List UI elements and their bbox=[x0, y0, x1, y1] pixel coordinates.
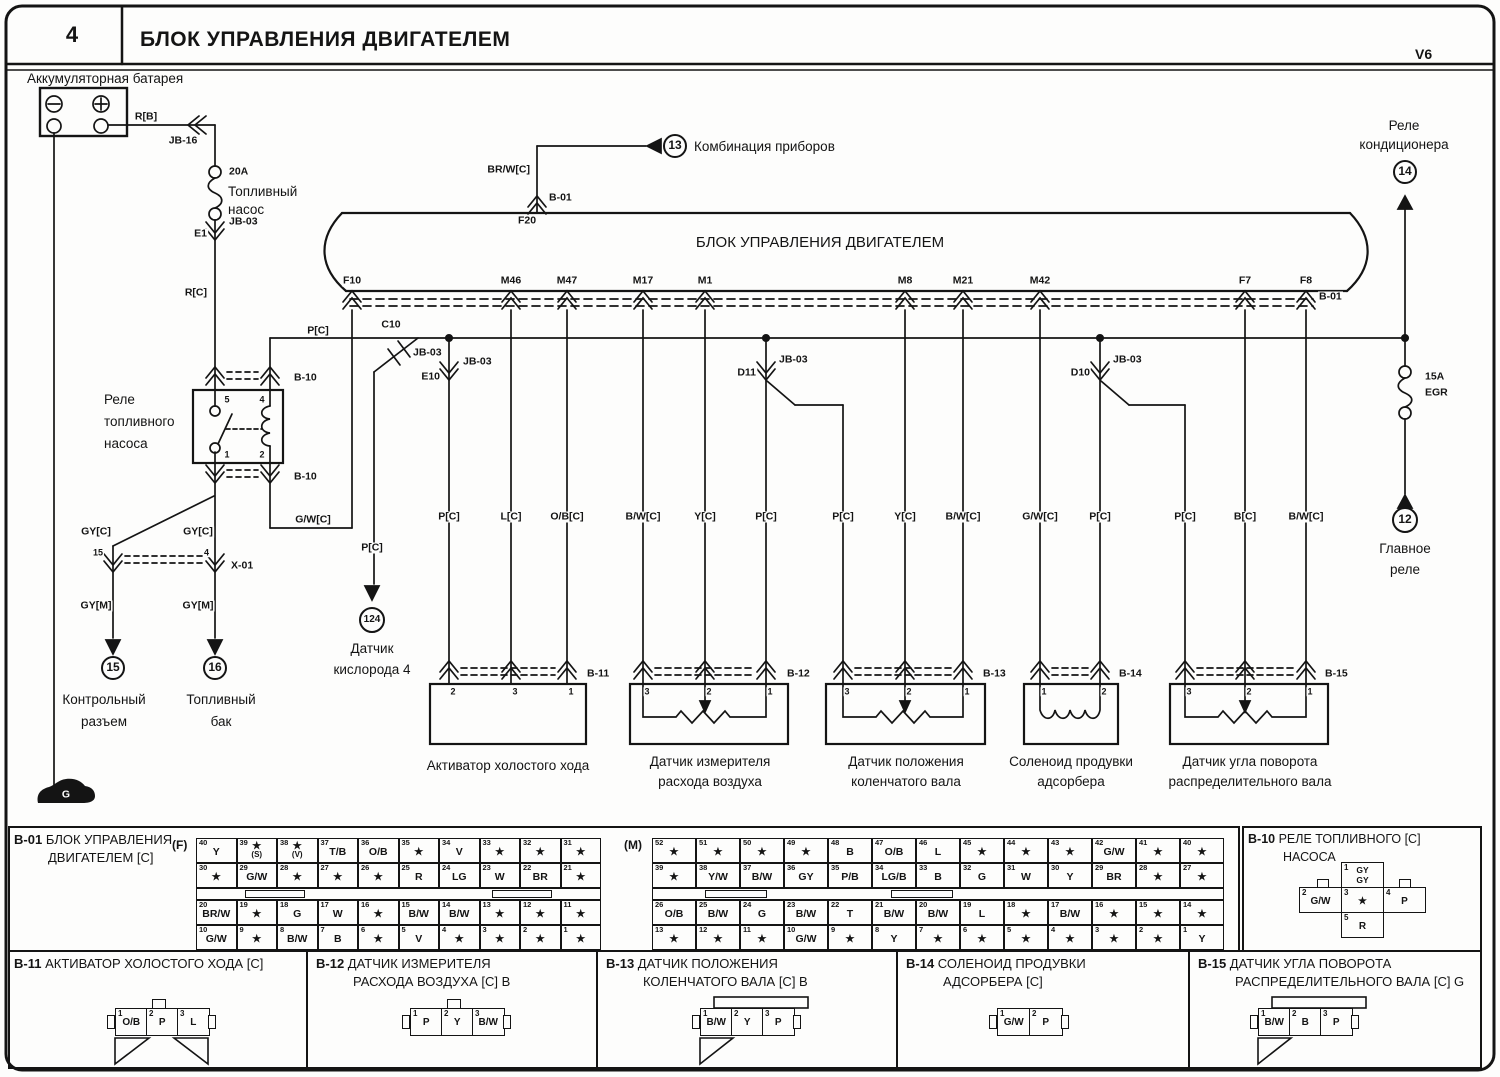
b01-f-pin-39: 39 ★ (S) bbox=[237, 838, 278, 863]
wire-label: B-11 bbox=[587, 667, 610, 680]
b01-f-pin-27: 27 ★ bbox=[318, 863, 359, 888]
b01-m-key-slot bbox=[891, 890, 953, 898]
wire-label: B-13 bbox=[983, 667, 1006, 680]
callout-circle-15: 15 bbox=[101, 656, 125, 680]
b01-f-pin-21: 21 ★ bbox=[561, 863, 602, 888]
b01-f-pin-9: 9 ★ bbox=[237, 925, 278, 950]
wire-label: Y[C] bbox=[694, 510, 716, 523]
b01-m-pin-6: 6 ★ bbox=[960, 925, 1004, 950]
connector-side-tab bbox=[503, 1015, 511, 1029]
b01-m-pin-36: 36 GY bbox=[784, 863, 828, 888]
wire-label: B-10 bbox=[294, 371, 317, 384]
page-title: БЛОК УПРАВЛЕНИЯ ДВИГАТЕЛЕМ bbox=[140, 28, 511, 51]
connector-side-tab bbox=[1250, 1015, 1258, 1029]
text-label: Датчик положения bbox=[848, 753, 964, 769]
b01-f-pin-32: 32 ★ bbox=[520, 838, 561, 863]
wire-label: 2 bbox=[450, 686, 456, 697]
text-label: Реле bbox=[1388, 117, 1420, 133]
b01-m-pin-9: 9 ★ bbox=[828, 925, 872, 950]
text-label: Контрольный bbox=[62, 691, 146, 707]
b10-title-line2: НАСОСА bbox=[1283, 850, 1336, 864]
wire-label: D11 bbox=[737, 366, 756, 379]
b01-f-pin-5: 5 V bbox=[399, 925, 440, 950]
text-label: Датчик угла поворота bbox=[1182, 753, 1318, 769]
wire-label: F7 bbox=[1238, 274, 1252, 287]
wire-label: 2 bbox=[706, 686, 712, 697]
b01-m-pin-50: 50 ★ bbox=[740, 838, 784, 863]
b01-m-pin-45: 45 ★ bbox=[960, 838, 1004, 863]
b01-m-pin-22: 22 T bbox=[828, 900, 872, 925]
b01-m-pin-37: 37 B/W bbox=[740, 863, 784, 888]
b01-f-pin-15: 15 B/W bbox=[399, 900, 440, 925]
b10-pin-3: 3 ★ bbox=[1341, 887, 1384, 913]
text-label: кислорода 4 bbox=[333, 661, 411, 677]
b10-title-line1: B-10 РЕЛЕ ТОПЛИВНОГО [C] bbox=[1248, 832, 1421, 846]
wire-label: 5 bbox=[224, 394, 230, 405]
text-label: топливного bbox=[104, 413, 175, 429]
wire-label: JB-16 bbox=[168, 134, 198, 147]
b01-m-pin-5: 5 ★ bbox=[1004, 925, 1048, 950]
text-label: Аккумуляторная батарея bbox=[27, 70, 184, 86]
b01-m-pin-7: 7 ★ bbox=[916, 925, 960, 950]
b10-pin-1: 1 GY GY bbox=[1341, 862, 1384, 888]
wire-label: 1 bbox=[1307, 686, 1313, 697]
wire-label: M17 bbox=[632, 274, 654, 287]
wire-label: 4 bbox=[203, 547, 209, 558]
b01-title-line2: ДВИГАТЕЛЕМ [C] bbox=[48, 850, 154, 865]
b10-pin-5: 5 R bbox=[1341, 912, 1384, 938]
b01-m-pin-10: 10 G/W bbox=[784, 925, 828, 950]
connector-side-tab bbox=[107, 1015, 115, 1029]
text-label: Датчик измерителя bbox=[649, 753, 771, 769]
b-14-pin-2: 2 P bbox=[1029, 1008, 1063, 1036]
b01-id: B-01 bbox=[14, 832, 43, 847]
b-12-pin-1: 1 P bbox=[410, 1008, 443, 1036]
b01-m-pin-20: 20 B/W bbox=[916, 900, 960, 925]
wire-label: 2 bbox=[259, 449, 265, 460]
connector-side-tab bbox=[793, 1015, 801, 1029]
b01-f-pin-11: 11 ★ bbox=[561, 900, 602, 925]
b-13-pin-1: 1 B/W bbox=[700, 1008, 733, 1036]
callout-circle-12: 12 bbox=[1392, 507, 1418, 533]
text-label: коленчатого вала bbox=[851, 773, 961, 789]
text-label: Главное bbox=[1379, 540, 1431, 556]
wire-label: E10 bbox=[421, 370, 440, 383]
text-label: Соленоид продувки bbox=[1009, 753, 1133, 769]
b01-m-pin-48: 48 B bbox=[828, 838, 872, 863]
wire-label: M46 bbox=[500, 274, 522, 287]
wire-label: GY[C] bbox=[81, 525, 111, 538]
b01-f-pin-31: 31 ★ bbox=[561, 838, 602, 863]
wire-label: 3 bbox=[512, 686, 518, 697]
text-label: разъем bbox=[81, 713, 127, 729]
connector-side-tab bbox=[402, 1015, 410, 1029]
b01-f-pin-36: 36 O/B bbox=[358, 838, 399, 863]
b01-f-pin-13: 13 ★ bbox=[480, 900, 521, 925]
variant-label: V6 bbox=[1415, 46, 1433, 62]
wire-label: P[C] bbox=[438, 510, 460, 523]
wire-label: 1 bbox=[224, 449, 230, 460]
b-11-pin-2: 2 P bbox=[146, 1008, 179, 1036]
b10-id: B-10 bbox=[1248, 832, 1276, 846]
b01-m-pin-44: 44 ★ bbox=[1004, 838, 1048, 863]
wire-label: JB-03 bbox=[1113, 353, 1142, 366]
b01-m-pin-4: 4 ★ bbox=[1048, 925, 1092, 950]
b01-title-line1: B-01 БЛОК УПРАВЛЕНИЯ bbox=[14, 832, 173, 847]
wire-label: G/W[C] bbox=[295, 513, 331, 526]
b-11-pin-1: 1 O/B bbox=[115, 1008, 148, 1036]
b01-m-pin-19: 19 L bbox=[960, 900, 1004, 925]
text-label: распределительного вала bbox=[1168, 773, 1332, 789]
wire-label: 4 bbox=[259, 394, 265, 405]
b01-f-pin-33: 33 ★ bbox=[480, 838, 521, 863]
b-14-title-line2: АДСОРБЕРА [C] bbox=[943, 974, 1043, 989]
wire-label: 1 bbox=[568, 686, 574, 697]
b-13-title-line1: B-13 ДАТЧИК ПОЛОЖЕНИЯ bbox=[606, 956, 778, 971]
b01-m-pin-40: 40 ★ bbox=[1180, 838, 1224, 863]
wire-label: B-14 bbox=[1119, 667, 1142, 680]
b01-f-key-slot bbox=[492, 890, 552, 898]
b01-m-pin-8: 8 Y bbox=[872, 925, 916, 950]
b01-f-pin-37: 37 T/B bbox=[318, 838, 359, 863]
b-15-pin-2: 2 B bbox=[1289, 1008, 1322, 1036]
wire-label: M42 bbox=[1029, 274, 1051, 287]
wire-label: R[C] bbox=[184, 286, 207, 299]
b01-m-pin-51: 51 ★ bbox=[696, 838, 740, 863]
connector-side-tab bbox=[1351, 1015, 1359, 1029]
wire-label: 3 bbox=[1186, 686, 1192, 697]
b01-f-pin-2: 2 ★ bbox=[520, 925, 561, 950]
b01-f-pin-8: 8 B/W bbox=[277, 925, 318, 950]
b-13-pin-3: 3 P bbox=[762, 1008, 795, 1036]
wire-label: M21 bbox=[952, 274, 974, 287]
b01-m-pin-43: 43 ★ bbox=[1048, 838, 1092, 863]
b01-m-pin-25: 25 B/W bbox=[696, 900, 740, 925]
wire-label: GY[M] bbox=[80, 599, 112, 612]
wire-label: 15A bbox=[1425, 370, 1445, 383]
b-11-title-line1: B-11 АКТИВАТОР ХОЛОСТОГО ХОДА [C] bbox=[14, 956, 264, 971]
b01-f-pin-18: 18 G bbox=[277, 900, 318, 925]
b01-m-pin-34: 34 LG/B bbox=[872, 863, 916, 888]
b01-m-pin-14: 14 ★ bbox=[1180, 900, 1224, 925]
wire-label: P[C] bbox=[1174, 510, 1196, 523]
wire-label: B-15 bbox=[1325, 667, 1348, 680]
wire-label: D10 bbox=[1070, 366, 1090, 379]
b10-pin-4: 4 P bbox=[1383, 887, 1426, 913]
wire-label: R[B] bbox=[134, 110, 158, 123]
text-label: насоса bbox=[104, 435, 148, 451]
wire-label: B/W[C] bbox=[945, 510, 981, 523]
b01-m-pin-17: 17 B/W bbox=[1048, 900, 1092, 925]
wire-label: P[C] bbox=[307, 324, 329, 337]
b01-m-pin-39: 39 ★ bbox=[652, 863, 696, 888]
b01-m-pin-24: 24 G bbox=[740, 900, 784, 925]
wire-label: JB-03 bbox=[779, 353, 808, 366]
wire-label: F10 bbox=[342, 274, 362, 287]
wire-label: M47 bbox=[556, 274, 578, 287]
wire-label: P[C] bbox=[755, 510, 777, 523]
b01-m-pin-31: 31 W bbox=[1004, 863, 1048, 888]
b01-m-pin-49: 49 ★ bbox=[784, 838, 828, 863]
b-13-pin-2: 2 Y bbox=[731, 1008, 764, 1036]
wire-label: 1 bbox=[767, 686, 773, 697]
b10-pin-2: 2 G/W bbox=[1299, 887, 1342, 913]
connector-top-tab bbox=[447, 999, 461, 1009]
b-12-title-line1: B-12 ДАТЧИК ИЗМЕРИТЕЛЯ bbox=[316, 956, 491, 971]
b01-f-pin-40: 40 Y bbox=[196, 838, 237, 863]
connector-side-tab bbox=[989, 1015, 997, 1029]
b-11-pin-3: 3 L bbox=[177, 1008, 210, 1036]
b01-m-pin-2: 2 ★ bbox=[1136, 925, 1180, 950]
wire-label: M8 bbox=[897, 274, 913, 287]
b01-f-pin-23: 23 W bbox=[480, 863, 521, 888]
b01-f-pin-3: 3 ★ bbox=[480, 925, 521, 950]
text-label: насос bbox=[228, 201, 265, 217]
text-label: Активатор холостого хода bbox=[426, 757, 590, 773]
wire-label: M1 bbox=[697, 274, 713, 287]
b01-f-pin-38: 38 ★ (V) bbox=[277, 838, 318, 863]
wire-label: 3 bbox=[644, 686, 650, 697]
b01-m-pin-47: 47 O/B bbox=[872, 838, 916, 863]
b01-f-pin-16: 16 ★ bbox=[358, 900, 399, 925]
wire-label: GY[M] bbox=[182, 599, 214, 612]
b01-m-pin-27: 27 ★ bbox=[1180, 863, 1224, 888]
b01-m-pin-35: 35 P/B bbox=[828, 863, 872, 888]
wire-label: O/B[C] bbox=[550, 510, 584, 523]
b01-f-pin-35: 35 ★ bbox=[399, 838, 440, 863]
wire-label: 2 bbox=[1101, 686, 1107, 697]
b-12-title-line2: РАСХОДА ВОЗДУХА [C] B bbox=[353, 974, 511, 989]
b01-f-grid-label: (F) bbox=[172, 838, 188, 852]
b-15-pin-1: 1 B/W bbox=[1258, 1008, 1291, 1036]
connector-side-tab bbox=[1061, 1015, 1069, 1029]
b01-f-pin-10: 10 G/W bbox=[196, 925, 237, 950]
wire-label: JB-03 bbox=[463, 355, 492, 368]
wire-label: 20A bbox=[229, 165, 249, 178]
wire-label: C10 bbox=[381, 318, 401, 331]
wire-label: F20 bbox=[517, 214, 537, 227]
b01-f-pin-6: 6 ★ bbox=[358, 925, 399, 950]
b01-f-pin-34: 34 V bbox=[439, 838, 480, 863]
b01-m-pin-52: 52 ★ bbox=[652, 838, 696, 863]
b01-m-key-slot bbox=[705, 890, 767, 898]
b01-m-grid-label: (M) bbox=[624, 838, 642, 852]
wire-label: 15 bbox=[92, 547, 103, 558]
b01-m-pin-38: 38 Y/W bbox=[696, 863, 740, 888]
b01-m-pin-12: 12 ★ bbox=[696, 925, 740, 950]
b01-m-pin-26: 26 O/B bbox=[652, 900, 696, 925]
b01-f-pin-24: 24 LG bbox=[439, 863, 480, 888]
wire-label: 1 bbox=[964, 686, 970, 697]
wire-label: B-12 bbox=[787, 667, 810, 680]
page-number: 4 bbox=[65, 22, 79, 47]
text-label: Топливный bbox=[228, 183, 298, 199]
b01-f-pin-12: 12 ★ bbox=[520, 900, 561, 925]
b01-f-pin-25: 25 R bbox=[399, 863, 440, 888]
b01-f-pin-1: 1 ★ bbox=[561, 925, 602, 950]
b-12-pin-2: 2 Y bbox=[441, 1008, 474, 1036]
connector-side-tab bbox=[692, 1015, 700, 1029]
wire-label: L[C] bbox=[500, 510, 522, 523]
wire-label: B/W[C] bbox=[625, 510, 661, 523]
b01-m-pin-15: 15 ★ bbox=[1136, 900, 1180, 925]
b01-m-pin-3: 3 ★ bbox=[1092, 925, 1136, 950]
wire-label: 3 bbox=[844, 686, 850, 697]
text-label: расхода воздуха bbox=[658, 773, 762, 789]
text-label: Датчик bbox=[350, 640, 394, 656]
wire-label: GY[C] bbox=[183, 525, 213, 538]
b01-f-pin-20: 20 BR/W bbox=[196, 900, 237, 925]
text-label: БЛОК УПРАВЛЕНИЯ ДВИГАТЕЛЕМ bbox=[695, 234, 945, 252]
wire-label: G/W[C] bbox=[1022, 510, 1058, 523]
b01-f-pin-7: 7 B bbox=[318, 925, 359, 950]
b01-f-pin-4: 4 ★ bbox=[439, 925, 480, 950]
wire-label: B[C] bbox=[1233, 510, 1257, 523]
b01-f-pin-26: 26 ★ bbox=[358, 863, 399, 888]
wire-label: B-01 bbox=[1319, 290, 1342, 303]
b01-f-key-slot bbox=[245, 890, 305, 898]
b01-m-pin-42: 42 G/W bbox=[1092, 838, 1136, 863]
wire-label: BR/W[C] bbox=[487, 163, 530, 176]
b01-m-pin-23: 23 B/W bbox=[784, 900, 828, 925]
wire-label: X-01 bbox=[231, 559, 254, 572]
b01-m-pin-16: 16 ★ bbox=[1092, 900, 1136, 925]
wire-label: B-10 bbox=[294, 470, 317, 483]
b01-m-pin-32: 32 G bbox=[960, 863, 1004, 888]
text-label: Комбинация приборов bbox=[694, 138, 835, 154]
b01-m-pin-41: 41 ★ bbox=[1136, 838, 1180, 863]
b01-f-pin-17: 17 W bbox=[318, 900, 359, 925]
b-15-pin-3: 3 P bbox=[1320, 1008, 1353, 1036]
b01-m-pin-46: 46 L bbox=[916, 838, 960, 863]
text-label: реле bbox=[1390, 561, 1420, 577]
b01-m-pin-13: 13 ★ bbox=[652, 925, 696, 950]
b-15-title-line1: B-15 ДАТЧИК УГЛА ПОВОРОТА bbox=[1198, 956, 1392, 971]
callout-circle-16: 16 bbox=[203, 656, 227, 680]
connector-top-tab bbox=[152, 999, 166, 1009]
b-13-title-line2: КОЛЕНЧАТОГО ВАЛА [C] B bbox=[643, 974, 808, 989]
b01-f-pin-14: 14 B/W bbox=[439, 900, 480, 925]
wire-label: F8 bbox=[1299, 274, 1313, 287]
b01-m-pin-28: 28 ★ bbox=[1136, 863, 1180, 888]
b-14-title-line1: B-14 СОЛЕНОИД ПРОДУВКИ bbox=[906, 956, 1086, 971]
text-label: кондиционера bbox=[1359, 136, 1449, 152]
wire-label: EGR bbox=[1425, 386, 1448, 399]
b01-f-pin-30: 30 ★ bbox=[196, 863, 237, 888]
b01-m-pin-33: 33 B bbox=[916, 863, 960, 888]
b01-f-pin-29: 29 G/W bbox=[237, 863, 278, 888]
b01-m-pin-1: 1 Y bbox=[1180, 925, 1224, 950]
wire-label: JB-03 bbox=[229, 215, 258, 228]
b-14-pin-1: 1 G/W bbox=[997, 1008, 1031, 1036]
wire-label: P[C] bbox=[361, 541, 383, 554]
wire-label: 1 bbox=[1041, 686, 1047, 697]
callout-circle-13: 13 bbox=[663, 134, 687, 158]
b01-m-pin-11: 11 ★ bbox=[740, 925, 784, 950]
text-label: адсорбера bbox=[1037, 773, 1105, 789]
b01-m-pin-18: 18 ★ bbox=[1004, 900, 1048, 925]
b01-f-pin-22: 22 BR bbox=[520, 863, 561, 888]
wire-label: JB-03 bbox=[413, 346, 442, 359]
wire-label: B-01 bbox=[549, 191, 572, 204]
text-label: Топливный bbox=[186, 691, 256, 707]
b01-m-pin-21: 21 B/W bbox=[872, 900, 916, 925]
text-label: Реле bbox=[104, 391, 135, 407]
wire-label: B/W[C] bbox=[1288, 510, 1324, 523]
wire-label: 2 bbox=[906, 686, 912, 697]
callout-circle-124: 124 bbox=[359, 607, 385, 633]
b01-m-pin-29: 29 BR bbox=[1092, 863, 1136, 888]
wire-label: 2 bbox=[1246, 686, 1252, 697]
connector-side-tab bbox=[208, 1015, 216, 1029]
callout-circle-14: 14 bbox=[1393, 160, 1417, 184]
text-label: бак bbox=[210, 713, 232, 729]
b01-f-pin-28: 28 ★ bbox=[277, 863, 318, 888]
wire-label: E1 bbox=[194, 227, 207, 240]
b01-f-pin-19: 19 ★ bbox=[237, 900, 278, 925]
wire-label: G bbox=[61, 788, 71, 801]
wire-label: P[C] bbox=[832, 510, 854, 523]
b01-m-pin-30: 30 Y bbox=[1048, 863, 1092, 888]
b-12-pin-3: 3 B/W bbox=[472, 1008, 505, 1036]
wire-label: Y[C] bbox=[894, 510, 916, 523]
b-15-title-line2: РАСПРЕДЕЛИТЕЛЬНОГО ВАЛА [C] G bbox=[1235, 974, 1465, 989]
wire-label: P[C] bbox=[1089, 510, 1111, 523]
